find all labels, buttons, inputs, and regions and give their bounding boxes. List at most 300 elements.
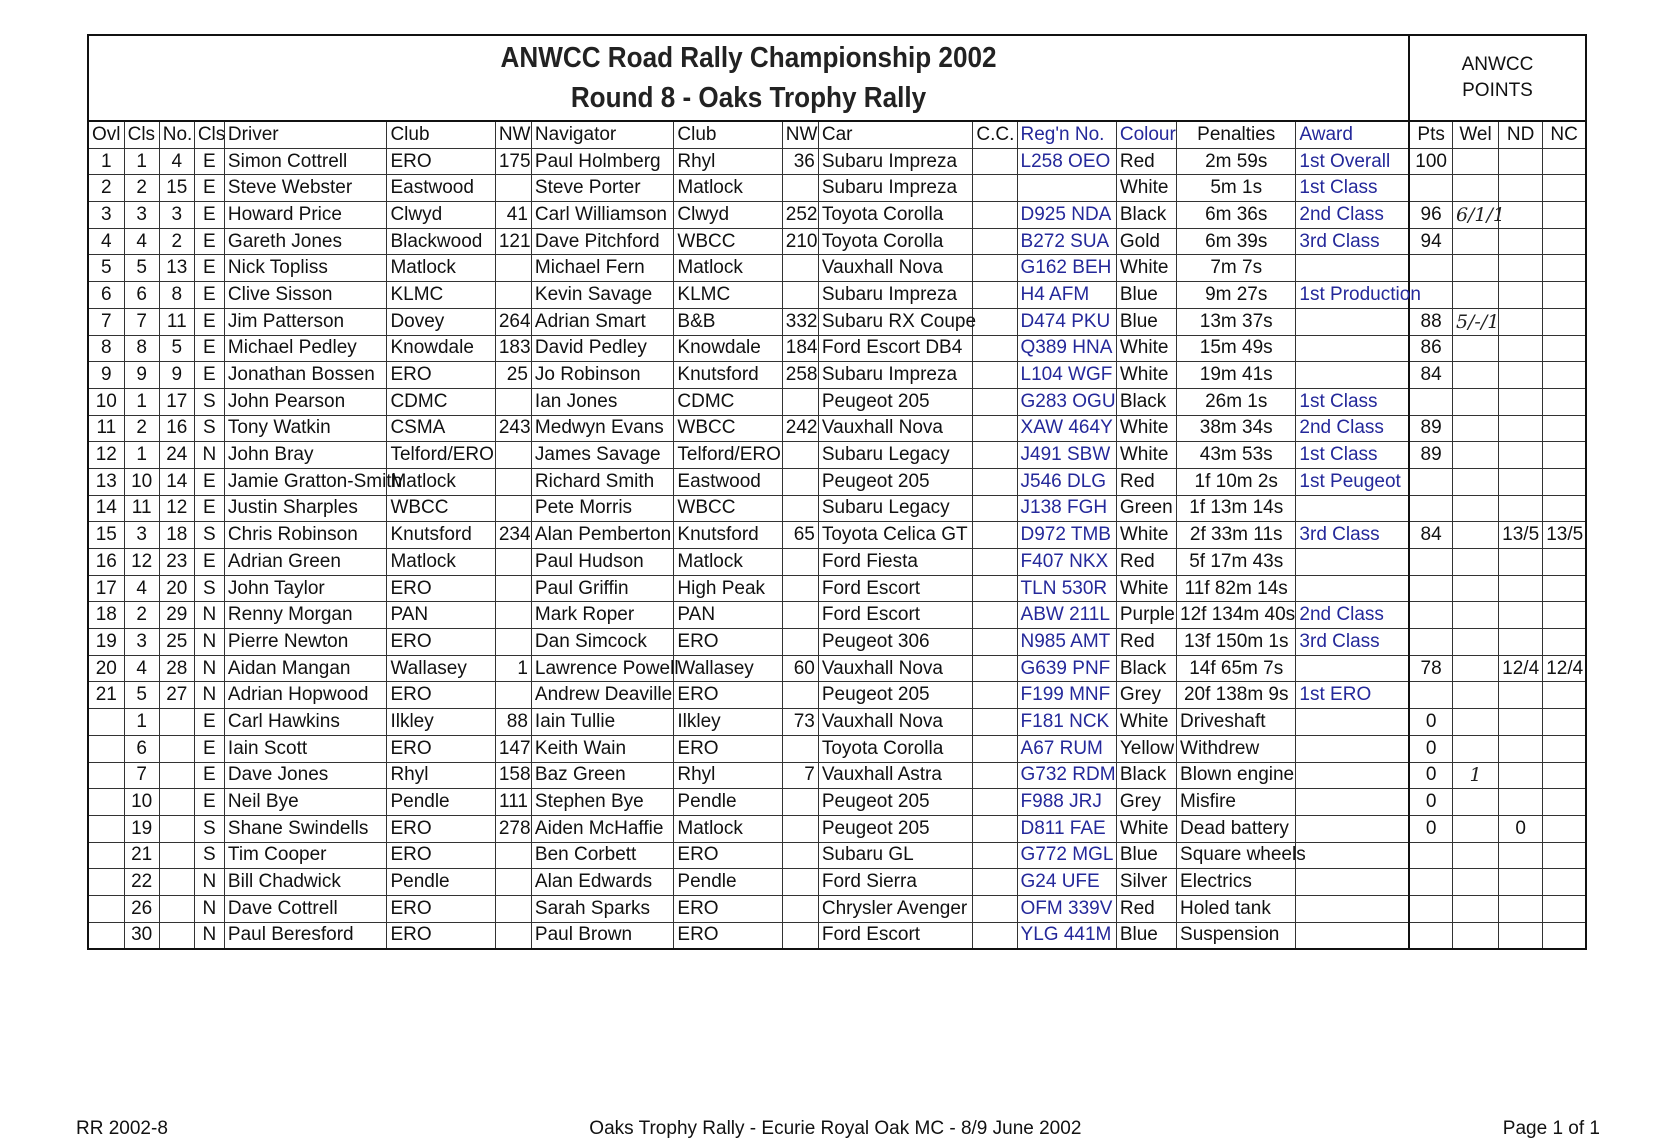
- table-cell: 8: [124, 335, 159, 362]
- table-cell: 10: [124, 468, 159, 495]
- table-cell: [973, 682, 1017, 709]
- table-cell: [782, 468, 818, 495]
- table-cell: Paul Holmberg: [531, 148, 673, 175]
- table-cell: Mark Roper: [531, 602, 673, 629]
- table-cell: Baz Green: [531, 762, 673, 789]
- points-header: [1410, 36, 1585, 120]
- table-row: [89, 709, 1585, 736]
- table-cell: [973, 442, 1017, 469]
- table-cell: Howard Price: [224, 202, 387, 229]
- table-cell: [89, 815, 124, 842]
- table-cell: [1409, 255, 1452, 282]
- table-cell: 25: [159, 629, 194, 656]
- table-cell: John Taylor: [224, 575, 387, 602]
- column-header: Cls: [194, 122, 224, 148]
- table-cell: Ford Escort: [818, 922, 973, 948]
- table-cell: 96: [1409, 202, 1452, 229]
- table-cell: [1296, 308, 1409, 335]
- table-cell: [973, 575, 1017, 602]
- table-cell: [973, 629, 1017, 656]
- table-cell: Ford Sierra: [818, 869, 973, 896]
- table-cell: 4: [124, 228, 159, 255]
- table-cell: [495, 175, 531, 202]
- column-header: Wel: [1452, 122, 1498, 148]
- table-cell: [973, 869, 1017, 896]
- table-cell: E: [194, 495, 224, 522]
- table-cell: Subaru Impreza: [818, 148, 973, 175]
- table-cell: Blue: [1116, 922, 1176, 948]
- table-cell: 88: [1409, 308, 1452, 335]
- table-cell: [1296, 762, 1409, 789]
- table-cell: 3: [124, 522, 159, 549]
- table-cell: Red: [1116, 895, 1176, 922]
- table-cell: Steve Webster: [224, 175, 387, 202]
- table-cell: Paul Griffin: [531, 575, 673, 602]
- table-cell: 8: [89, 335, 124, 362]
- table-cell: [89, 735, 124, 762]
- table-cell: 1: [124, 388, 159, 415]
- table-cell: 12f 134m 40s: [1177, 602, 1296, 629]
- table-cell: [973, 815, 1017, 842]
- table-cell: [782, 255, 818, 282]
- table-cell: 88: [495, 709, 531, 736]
- table-cell: Pendle: [387, 869, 495, 896]
- table-cell: 158: [495, 762, 531, 789]
- table-cell: 1st ERO: [1296, 682, 1409, 709]
- table-cell: [782, 495, 818, 522]
- table-cell: [1296, 789, 1409, 816]
- table-cell: [1452, 468, 1498, 495]
- table-cell: Peugeot 205: [818, 815, 973, 842]
- column-header: NW: [782, 122, 818, 148]
- table-cell: [1296, 655, 1409, 682]
- table-row: [89, 148, 1585, 175]
- table-cell: Electrics: [1177, 869, 1296, 896]
- table-cell: [495, 495, 531, 522]
- table-cell: Bill Chadwick: [224, 869, 387, 896]
- table-cell: ERO: [674, 629, 782, 656]
- table-cell: Subaru Impreza: [818, 282, 973, 309]
- table-cell: 13: [89, 468, 124, 495]
- table-row: [89, 495, 1585, 522]
- table-cell: [782, 789, 818, 816]
- table-cell: ERO: [387, 362, 495, 389]
- table-cell: 23: [159, 549, 194, 576]
- table-cell: 3rd Class: [1296, 228, 1409, 255]
- table-header-row: [89, 122, 1585, 148]
- table-cell: 2: [124, 602, 159, 629]
- column-header: Reg'n No.: [1017, 122, 1116, 148]
- table-cell: Peugeot 306: [818, 629, 973, 656]
- results-table: [89, 122, 1585, 948]
- table-cell: [1499, 175, 1543, 202]
- table-cell: Suspension: [1177, 922, 1296, 948]
- table-cell: Red: [1116, 549, 1176, 576]
- table-cell: [1296, 869, 1409, 896]
- table-cell: [495, 602, 531, 629]
- table-cell: [1296, 549, 1409, 576]
- table-cell: CDMC: [387, 388, 495, 415]
- column-header: Club: [387, 122, 495, 148]
- table-cell: E: [194, 282, 224, 309]
- table-cell: [89, 709, 124, 736]
- table-cell: N: [194, 655, 224, 682]
- table-cell: 9: [159, 362, 194, 389]
- table-cell: Red: [1116, 468, 1176, 495]
- table-cell: [159, 815, 194, 842]
- table-cell: Dave Jones: [224, 762, 387, 789]
- table-cell: [1543, 815, 1585, 842]
- table-cell: ERO: [674, 922, 782, 948]
- table-cell: 0: [1409, 735, 1452, 762]
- table-cell: 21: [89, 682, 124, 709]
- table-cell: 1f 10m 2s: [1177, 468, 1296, 495]
- table-cell: [1452, 228, 1498, 255]
- table-row: [89, 362, 1585, 389]
- table-cell: 26m 1s: [1177, 388, 1296, 415]
- table-row: [89, 442, 1585, 469]
- table-cell: Subaru GL: [818, 842, 973, 869]
- table-cell: ERO: [387, 629, 495, 656]
- table-cell: 15: [159, 175, 194, 202]
- table-cell: [1499, 468, 1543, 495]
- table-cell: Adrian Hopwood: [224, 682, 387, 709]
- table-cell: 13/5: [1543, 522, 1585, 549]
- title-block: [89, 36, 1410, 120]
- table-cell: 22: [124, 869, 159, 896]
- table-cell: 41: [495, 202, 531, 229]
- table-cell: D811 FAE: [1017, 815, 1116, 842]
- table-cell: 11: [89, 415, 124, 442]
- table-cell: N985 AMT: [1017, 629, 1116, 656]
- table-cell: Justin Sharples: [224, 495, 387, 522]
- table-cell: 242: [782, 415, 818, 442]
- table-cell: Knowdale: [674, 335, 782, 362]
- table-cell: Aiden McHaffie: [531, 815, 673, 842]
- table-cell: [89, 842, 124, 869]
- table-cell: [1543, 415, 1585, 442]
- table-cell: [973, 175, 1017, 202]
- table-cell: WBCC: [674, 495, 782, 522]
- table-cell: [973, 255, 1017, 282]
- table-cell: Rhyl: [387, 762, 495, 789]
- table-cell: Pete Morris: [531, 495, 673, 522]
- table-row: [89, 575, 1585, 602]
- table-cell: Kevin Savage: [531, 282, 673, 309]
- page-footer: [76, 1118, 1600, 1140]
- table-cell: Subaru Legacy: [818, 442, 973, 469]
- table-cell: Tony Watkin: [224, 415, 387, 442]
- table-cell: Matlock: [387, 468, 495, 495]
- table-cell: 5: [89, 255, 124, 282]
- table-cell: 7: [124, 762, 159, 789]
- table-cell: E: [194, 789, 224, 816]
- table-cell: [1543, 388, 1585, 415]
- table-cell: [89, 922, 124, 948]
- table-cell: [1452, 549, 1498, 576]
- table-cell: 78: [1409, 655, 1452, 682]
- table-cell: [1499, 895, 1543, 922]
- table-cell: G772 MGL: [1017, 842, 1116, 869]
- table-cell: 43m 53s: [1177, 442, 1296, 469]
- table-cell: S: [194, 415, 224, 442]
- table-cell: N: [194, 682, 224, 709]
- table-cell: [1499, 789, 1543, 816]
- table-cell: 4: [159, 148, 194, 175]
- table-cell: N: [194, 895, 224, 922]
- table-cell: Q389 HNA: [1017, 335, 1116, 362]
- column-header: NC: [1543, 122, 1585, 148]
- table-cell: [1543, 629, 1585, 656]
- table-cell: [973, 495, 1017, 522]
- table-cell: [1499, 362, 1543, 389]
- table-cell: 0: [1409, 762, 1452, 789]
- table-cell: 2f 33m 11s: [1177, 522, 1296, 549]
- table-cell: Neil Bye: [224, 789, 387, 816]
- table-cell: [973, 602, 1017, 629]
- table-cell: Alan Pemberton: [531, 522, 673, 549]
- table-cell: Matlock: [674, 549, 782, 576]
- table-cell: James Savage: [531, 442, 673, 469]
- table-cell: E: [194, 255, 224, 282]
- table-cell: [973, 922, 1017, 948]
- table-body: [89, 148, 1585, 948]
- table-cell: [1499, 629, 1543, 656]
- table-cell: 86: [1409, 335, 1452, 362]
- table-cell: [1543, 575, 1585, 602]
- table-cell: [1452, 815, 1498, 842]
- table-row: [89, 255, 1585, 282]
- table-cell: F181 NCK: [1017, 709, 1116, 736]
- table-cell: 5: [124, 255, 159, 282]
- table-cell: 19: [89, 629, 124, 656]
- table-cell: [1543, 789, 1585, 816]
- table-cell: [782, 442, 818, 469]
- table-row: [89, 842, 1585, 869]
- table-cell: Chrysler Avenger: [818, 895, 973, 922]
- table-cell: 12: [124, 549, 159, 576]
- table-cell: [782, 575, 818, 602]
- table-cell: 2: [89, 175, 124, 202]
- table-cell: [1543, 308, 1585, 335]
- table-cell: Grey: [1116, 789, 1176, 816]
- table-cell: 332: [782, 308, 818, 335]
- table-cell: 100: [1409, 148, 1452, 175]
- table-cell: [1452, 442, 1498, 469]
- table-cell: Dave Pitchford: [531, 228, 673, 255]
- table-cell: [1409, 549, 1452, 576]
- table-cell: Carl Williamson: [531, 202, 673, 229]
- table-row: [89, 629, 1585, 656]
- table-cell: [1409, 869, 1452, 896]
- table-cell: Subaru Impreza: [818, 362, 973, 389]
- table-cell: D925 NDA: [1017, 202, 1116, 229]
- table-cell: ABW 211L: [1017, 602, 1116, 629]
- table-cell: [1499, 308, 1543, 335]
- table-cell: [1296, 735, 1409, 762]
- table-cell: White: [1116, 415, 1176, 442]
- table-cell: [1499, 922, 1543, 948]
- table-cell: [1452, 709, 1498, 736]
- table-cell: [973, 148, 1017, 175]
- table-cell: Ford Escort DB4: [818, 335, 973, 362]
- table-cell: L104 WGF: [1017, 362, 1116, 389]
- table-cell: [495, 282, 531, 309]
- table-cell: [1543, 602, 1585, 629]
- table-cell: Renny Morgan: [224, 602, 387, 629]
- table-cell: 7m 7s: [1177, 255, 1296, 282]
- table-cell: [1452, 282, 1498, 309]
- results-sheet: [87, 34, 1587, 950]
- table-cell: 20f 138m 9s: [1177, 682, 1296, 709]
- table-cell: 6: [89, 282, 124, 309]
- table-cell: Vauxhall Nova: [818, 709, 973, 736]
- table-cell: E: [194, 549, 224, 576]
- table-cell: E: [194, 468, 224, 495]
- table-cell: [1543, 202, 1585, 229]
- table-row: [89, 815, 1585, 842]
- table-cell: 3: [89, 202, 124, 229]
- sheet-header: [89, 36, 1585, 122]
- table-cell: Shane Swindells: [224, 815, 387, 842]
- table-cell: N: [194, 442, 224, 469]
- table-cell: Green: [1116, 495, 1176, 522]
- table-cell: Ford Escort: [818, 575, 973, 602]
- table-row: [89, 762, 1585, 789]
- table-cell: 13f 150m 1s: [1177, 629, 1296, 656]
- table-cell: Square wheels: [1177, 842, 1296, 869]
- table-cell: 8: [159, 282, 194, 309]
- table-cell: Dead battery: [1177, 815, 1296, 842]
- table-cell: [1409, 682, 1452, 709]
- table-cell: Ford Fiesta: [818, 549, 973, 576]
- table-cell: [1499, 282, 1543, 309]
- table-cell: [1296, 335, 1409, 362]
- table-cell: Aidan Mangan: [224, 655, 387, 682]
- table-cell: Rhyl: [674, 148, 782, 175]
- table-cell: CSMA: [387, 415, 495, 442]
- table-cell: Blue: [1116, 308, 1176, 335]
- table-cell: 29: [159, 602, 194, 629]
- table-cell: [89, 869, 124, 896]
- table-cell: ERO: [387, 842, 495, 869]
- table-cell: 3rd Class: [1296, 629, 1409, 656]
- table-cell: Paul Hudson: [531, 549, 673, 576]
- table-cell: ERO: [387, 735, 495, 762]
- table-cell: [973, 522, 1017, 549]
- table-cell: 2: [124, 175, 159, 202]
- table-cell: Nick Topliss: [224, 255, 387, 282]
- table-cell: Telford/ERO: [387, 442, 495, 469]
- table-cell: Grey: [1116, 682, 1176, 709]
- table-cell: 38m 34s: [1177, 415, 1296, 442]
- table-cell: 9: [124, 362, 159, 389]
- table-cell: [1543, 922, 1585, 948]
- table-cell: 278: [495, 815, 531, 842]
- table-cell: B272 SUA: [1017, 228, 1116, 255]
- table-cell: Paul Brown: [531, 922, 673, 948]
- table-cell: S: [194, 575, 224, 602]
- table-cell: Pierre Newton: [224, 629, 387, 656]
- table-cell: [973, 655, 1017, 682]
- table-cell: 16: [159, 415, 194, 442]
- table-cell: [159, 789, 194, 816]
- table-cell: [495, 468, 531, 495]
- table-cell: [1296, 922, 1409, 948]
- table-cell: 14: [159, 468, 194, 495]
- table-cell: Vauxhall Nova: [818, 415, 973, 442]
- table-cell: Adrian Green: [224, 549, 387, 576]
- table-cell: 28: [159, 655, 194, 682]
- table-cell: [1452, 335, 1498, 362]
- table-cell: [782, 549, 818, 576]
- table-cell: S: [194, 388, 224, 415]
- table-cell: David Pedley: [531, 335, 673, 362]
- table-cell: 264: [495, 308, 531, 335]
- table-cell: PAN: [674, 602, 782, 629]
- table-row: [89, 682, 1585, 709]
- table-cell: [1409, 575, 1452, 602]
- table-cell: A67 RUM: [1017, 735, 1116, 762]
- table-cell: [973, 228, 1017, 255]
- table-cell: PAN: [387, 602, 495, 629]
- table-cell: 4: [124, 575, 159, 602]
- table-cell: Knowdale: [387, 335, 495, 362]
- column-header: No.: [159, 122, 194, 148]
- table-cell: Steve Porter: [531, 175, 673, 202]
- table-cell: 6: [124, 735, 159, 762]
- table-row: [89, 335, 1585, 362]
- table-cell: 13m 37s: [1177, 308, 1296, 335]
- table-cell: Jo Robinson: [531, 362, 673, 389]
- table-cell: [89, 789, 124, 816]
- table-cell: KLMC: [674, 282, 782, 309]
- table-cell: Knutsford: [674, 522, 782, 549]
- table-cell: [1543, 895, 1585, 922]
- table-cell: [89, 895, 124, 922]
- table-cell: Telford/ERO: [674, 442, 782, 469]
- table-cell: Toyota Celica GT: [818, 522, 973, 549]
- table-cell: [1499, 228, 1543, 255]
- table-cell: [1452, 602, 1498, 629]
- table-cell: [495, 629, 531, 656]
- table-cell: J546 DLG: [1017, 468, 1116, 495]
- table-cell: [1499, 335, 1543, 362]
- table-cell: Blown engine: [1177, 762, 1296, 789]
- table-cell: [1543, 335, 1585, 362]
- table-cell: Rhyl: [674, 762, 782, 789]
- table-cell: TLN 530R: [1017, 575, 1116, 602]
- page-title: ANWCC Road Rally Championship 2002: [500, 42, 997, 74]
- column-header: Award: [1296, 122, 1409, 148]
- table-cell: 3rd Class: [1296, 522, 1409, 549]
- table-cell: John Pearson: [224, 388, 387, 415]
- table-cell: [159, 922, 194, 948]
- table-cell: Clwyd: [674, 202, 782, 229]
- table-cell: Toyota Corolla: [818, 735, 973, 762]
- table-cell: 0: [1409, 815, 1452, 842]
- table-cell: Pendle: [674, 789, 782, 816]
- table-cell: L258 OEO: [1017, 148, 1116, 175]
- table-row: [89, 922, 1585, 948]
- table-cell: [159, 735, 194, 762]
- table-cell: E: [194, 709, 224, 736]
- table-cell: 1: [124, 442, 159, 469]
- table-cell: [1543, 869, 1585, 896]
- table-cell: Subaru Impreza: [818, 175, 973, 202]
- table-cell: 111: [495, 789, 531, 816]
- table-cell: [1452, 655, 1498, 682]
